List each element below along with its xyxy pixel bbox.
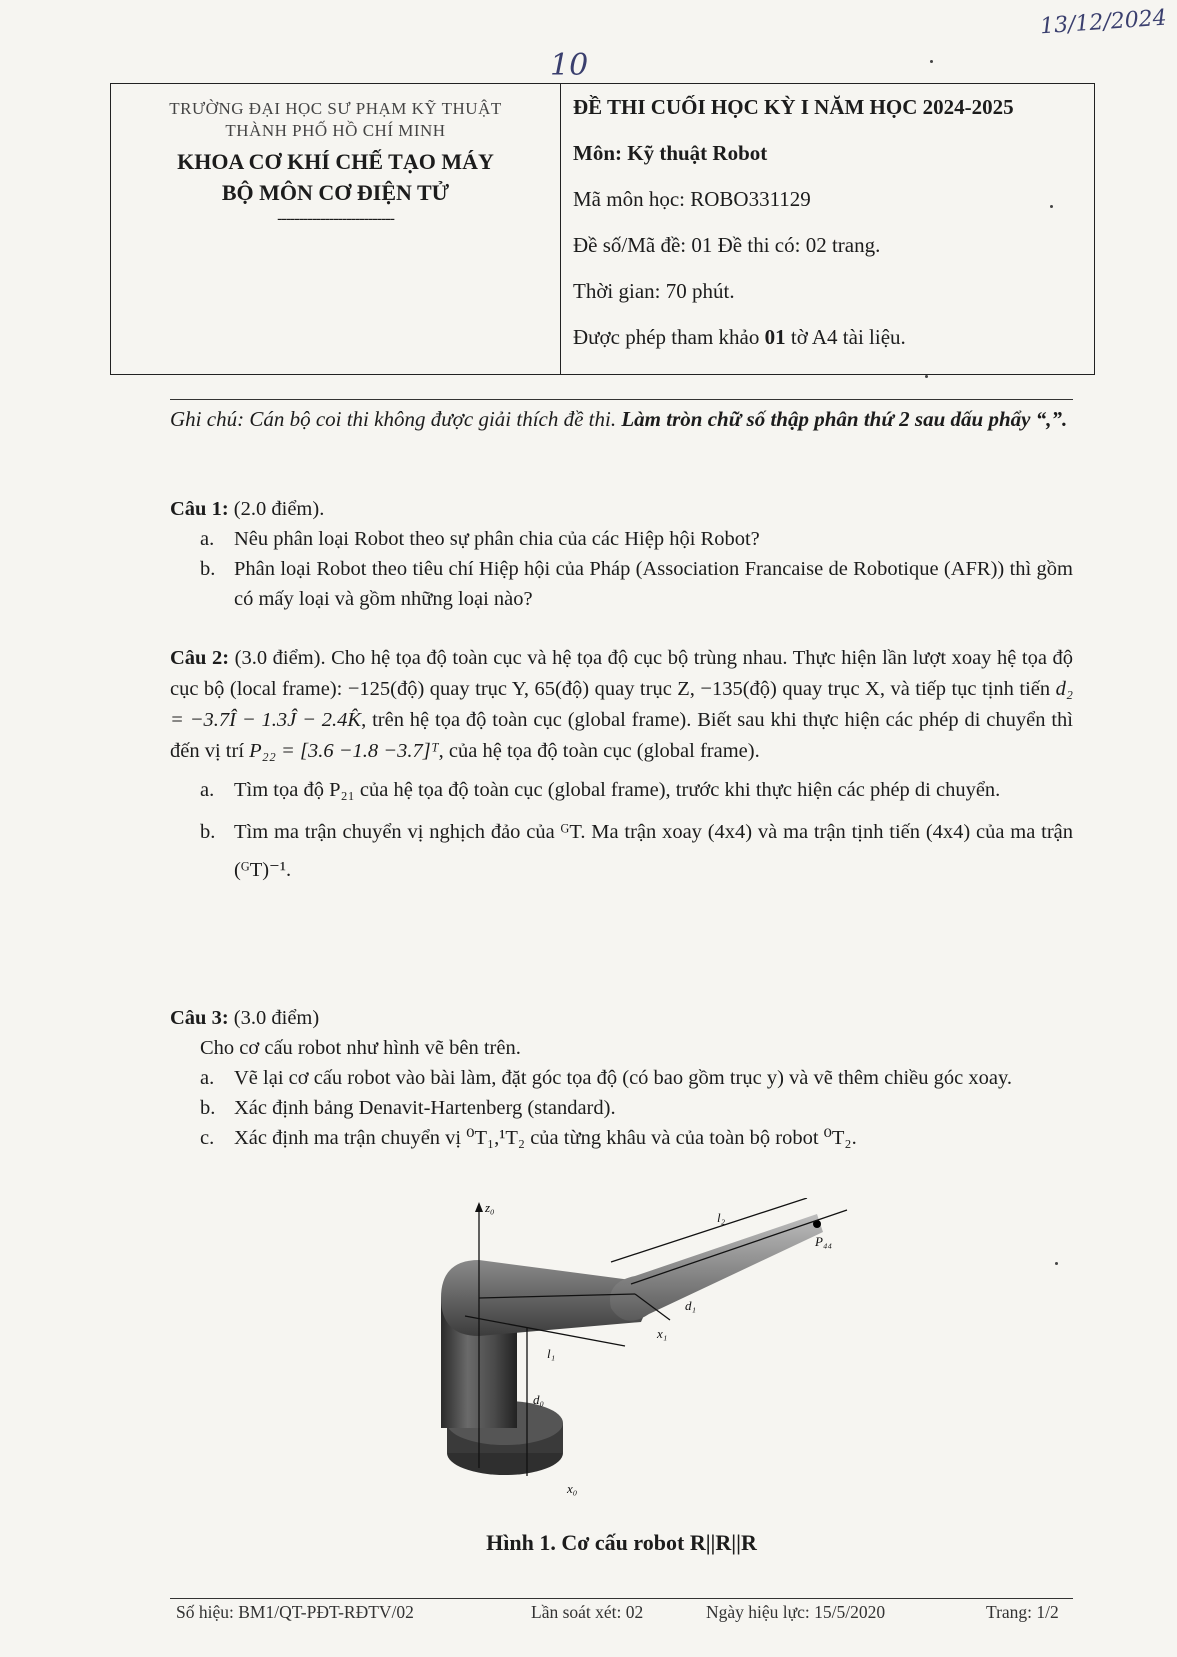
q1-points: (2.0 điểm).	[228, 498, 325, 520]
q2-text-2: , trên hệ tọa độ toàn cục (global frame). Biết sau khi thực hiện các phép di chuyển thì đến vị trí	[170, 709, 1074, 762]
item-label: b.	[200, 558, 216, 580]
q3-item-c	[170, 1123, 1073, 1153]
figure-caption: Hình 1. Cơ cấu robot R||R||R	[486, 1530, 757, 1555]
q1-item-a	[170, 524, 1073, 554]
robot-figure	[435, 1198, 895, 1508]
footer-page: Trang: 1/2	[986, 1602, 1059, 1622]
q2-text-1: (3.0 điểm). Cho hệ tọa độ toàn cục và hệ tọa độ cục bộ trùng nhau. Thực hiện lần lượt xoay hệ tọa độ cục bộ (local frame): −125(độ) quay trục Y, 65(độ) quay trục Z, −135(độ) quay trục X, và tiếp tục tịnh tiến	[170, 647, 1073, 700]
q3-points: (3.0 điểm)	[228, 1007, 320, 1029]
scan-speck	[1055, 1262, 1058, 1265]
department-name: BỘ MÔN CƠ ĐIỆN TỬ	[221, 180, 450, 205]
footer-revision: Lần soát xét: 02	[531, 1602, 644, 1622]
exam-info-block	[561, 84, 1094, 374]
item-label: b.	[200, 821, 216, 843]
institution-block	[111, 84, 561, 374]
q3-label: Câu 3:	[170, 1007, 229, 1029]
label-x1: x₁	[657, 1326, 668, 1341]
materials-prefix: Được phép tham khảo	[573, 325, 765, 349]
label-l1: l₁	[547, 1346, 556, 1361]
label-z0: z₀	[485, 1200, 495, 1215]
label-d1: d₁	[685, 1298, 697, 1313]
q2-item-b	[170, 813, 1073, 889]
item-label: a.	[200, 779, 215, 801]
divider-dashes: ---------------------------	[277, 210, 394, 227]
note	[170, 404, 1073, 435]
note-rule	[170, 399, 1073, 400]
exam-header-box	[110, 83, 1095, 375]
handwritten-date: 13/12/2024	[1039, 5, 1168, 40]
footer-code: Số hiệu: BM1/QT-PĐT-RĐTV/02	[176, 1602, 414, 1622]
scan-speck	[930, 60, 933, 63]
faculty-name: KHOA CƠ KHÍ CHẾ TẠO MÁY	[177, 149, 494, 174]
q3-c-text: Xác định ma trận chuyển vị ⁰T₁,¹T₂ của từng khâu và của toàn bộ robot ⁰T₂.	[234, 1127, 857, 1149]
q2-item-a	[170, 775, 1073, 805]
materials	[573, 314, 1094, 360]
note-rounding: Làm tròn chữ số thập phân thứ 2 sau dấu phẩy “,”.	[621, 407, 1068, 431]
item-label: a.	[200, 528, 215, 550]
label-d0: d₀	[533, 1392, 545, 1407]
item-label: a.	[200, 1067, 215, 1089]
question-1	[170, 494, 1073, 614]
label-p44: P₄₄	[815, 1234, 832, 1249]
q2-label: Câu 2:	[170, 647, 230, 669]
note-text: Ghi chú: Cán bộ coi thi không được giải thích đề thi.	[170, 407, 622, 431]
q1-a-text: Nêu phân loại Robot theo sự phân chia của các Hiệp hội Robot?	[234, 528, 760, 550]
item-label: b.	[200, 1097, 216, 1119]
q1-item-b	[170, 554, 1073, 614]
scan-speck	[1050, 205, 1053, 208]
z0-arrow	[475, 1202, 483, 1212]
label-x0: x₀	[567, 1481, 578, 1496]
question-2	[170, 643, 1073, 889]
q3-a-text: Vẽ lại cơ cấu robot vào bài làm, đặt góc tọa độ (có bao gồm trục y) và vẽ thêm chiều góc xoay.	[234, 1067, 1012, 1089]
question-3	[170, 1003, 1073, 1153]
exam-title: ĐỀ THI CUỐI HỌC KỲ I NĂM HỌC 2024-2025	[573, 95, 1014, 119]
subject: Môn: Kỹ thuật Robot	[573, 141, 768, 165]
q2-b-text: Tìm ma trận chuyển vị nghịch đảo của ᴳT. Ma trận xoay (4x4) và ma trận tịnh tiến (4x4) của ma trận (ᴳT)⁻¹.	[234, 821, 1073, 881]
q2-a-text: Tìm tọa độ P₂₁ của hệ tọa độ toàn cục (global frame), trước khi thực hiện các phép di chuyển.	[234, 779, 1001, 801]
university-name: TRƯỜNG ĐẠI HỌC SƯ PHẠM KỸ THUẬT	[169, 99, 502, 118]
materials-suffix: tờ A4 tài liệu.	[785, 325, 906, 349]
q2-text-3: , của hệ tọa độ toàn cục (global frame).	[438, 740, 760, 762]
city-name: THÀNH PHỐ HỒ CHÍ MINH	[225, 121, 446, 140]
footer-rule	[170, 1598, 1073, 1599]
q3-item-a	[170, 1063, 1073, 1093]
label-l2: l₂	[717, 1210, 726, 1225]
q3-b-text: Xác định bảng Denavit-Hartenberg (standard).	[234, 1097, 616, 1119]
materials-count: 01	[764, 325, 786, 349]
exam-code: Đề số/Mã đề: 01 Đề thi có: 02 trang.	[573, 233, 881, 257]
q2-d2-vector: d₂ = −3.7Î − 1.3Ĵ − 2.4K̂	[170, 678, 1073, 731]
q3-intro: Cho cơ cấu robot như hình vẽ bên trên.	[200, 1037, 521, 1059]
item-label: c.	[200, 1127, 215, 1149]
q3-item-b	[170, 1093, 1073, 1123]
course-code: Mã môn học: ROBO331129	[573, 187, 811, 211]
duration: Thời gian: 70 phút.	[573, 279, 735, 303]
q2-p22-vector: P₂₂ = [3.6 −1.8 −3.7]ᵀ	[249, 740, 439, 762]
footer-effective-date: Ngày hiệu lực: 15/5/2020	[706, 1602, 886, 1622]
q1-label: Câu 1:	[170, 498, 229, 520]
q1-b-text: Phân loại Robot theo tiêu chí Hiệp hội của Pháp (Association Francaise de Robotique (AFR)) thì gồm có mấy loại và gồm những loại nào?	[234, 558, 1073, 610]
scan-speck	[925, 375, 928, 378]
robot-link-2	[610, 1214, 823, 1321]
handwritten-number: 10	[550, 48, 589, 83]
